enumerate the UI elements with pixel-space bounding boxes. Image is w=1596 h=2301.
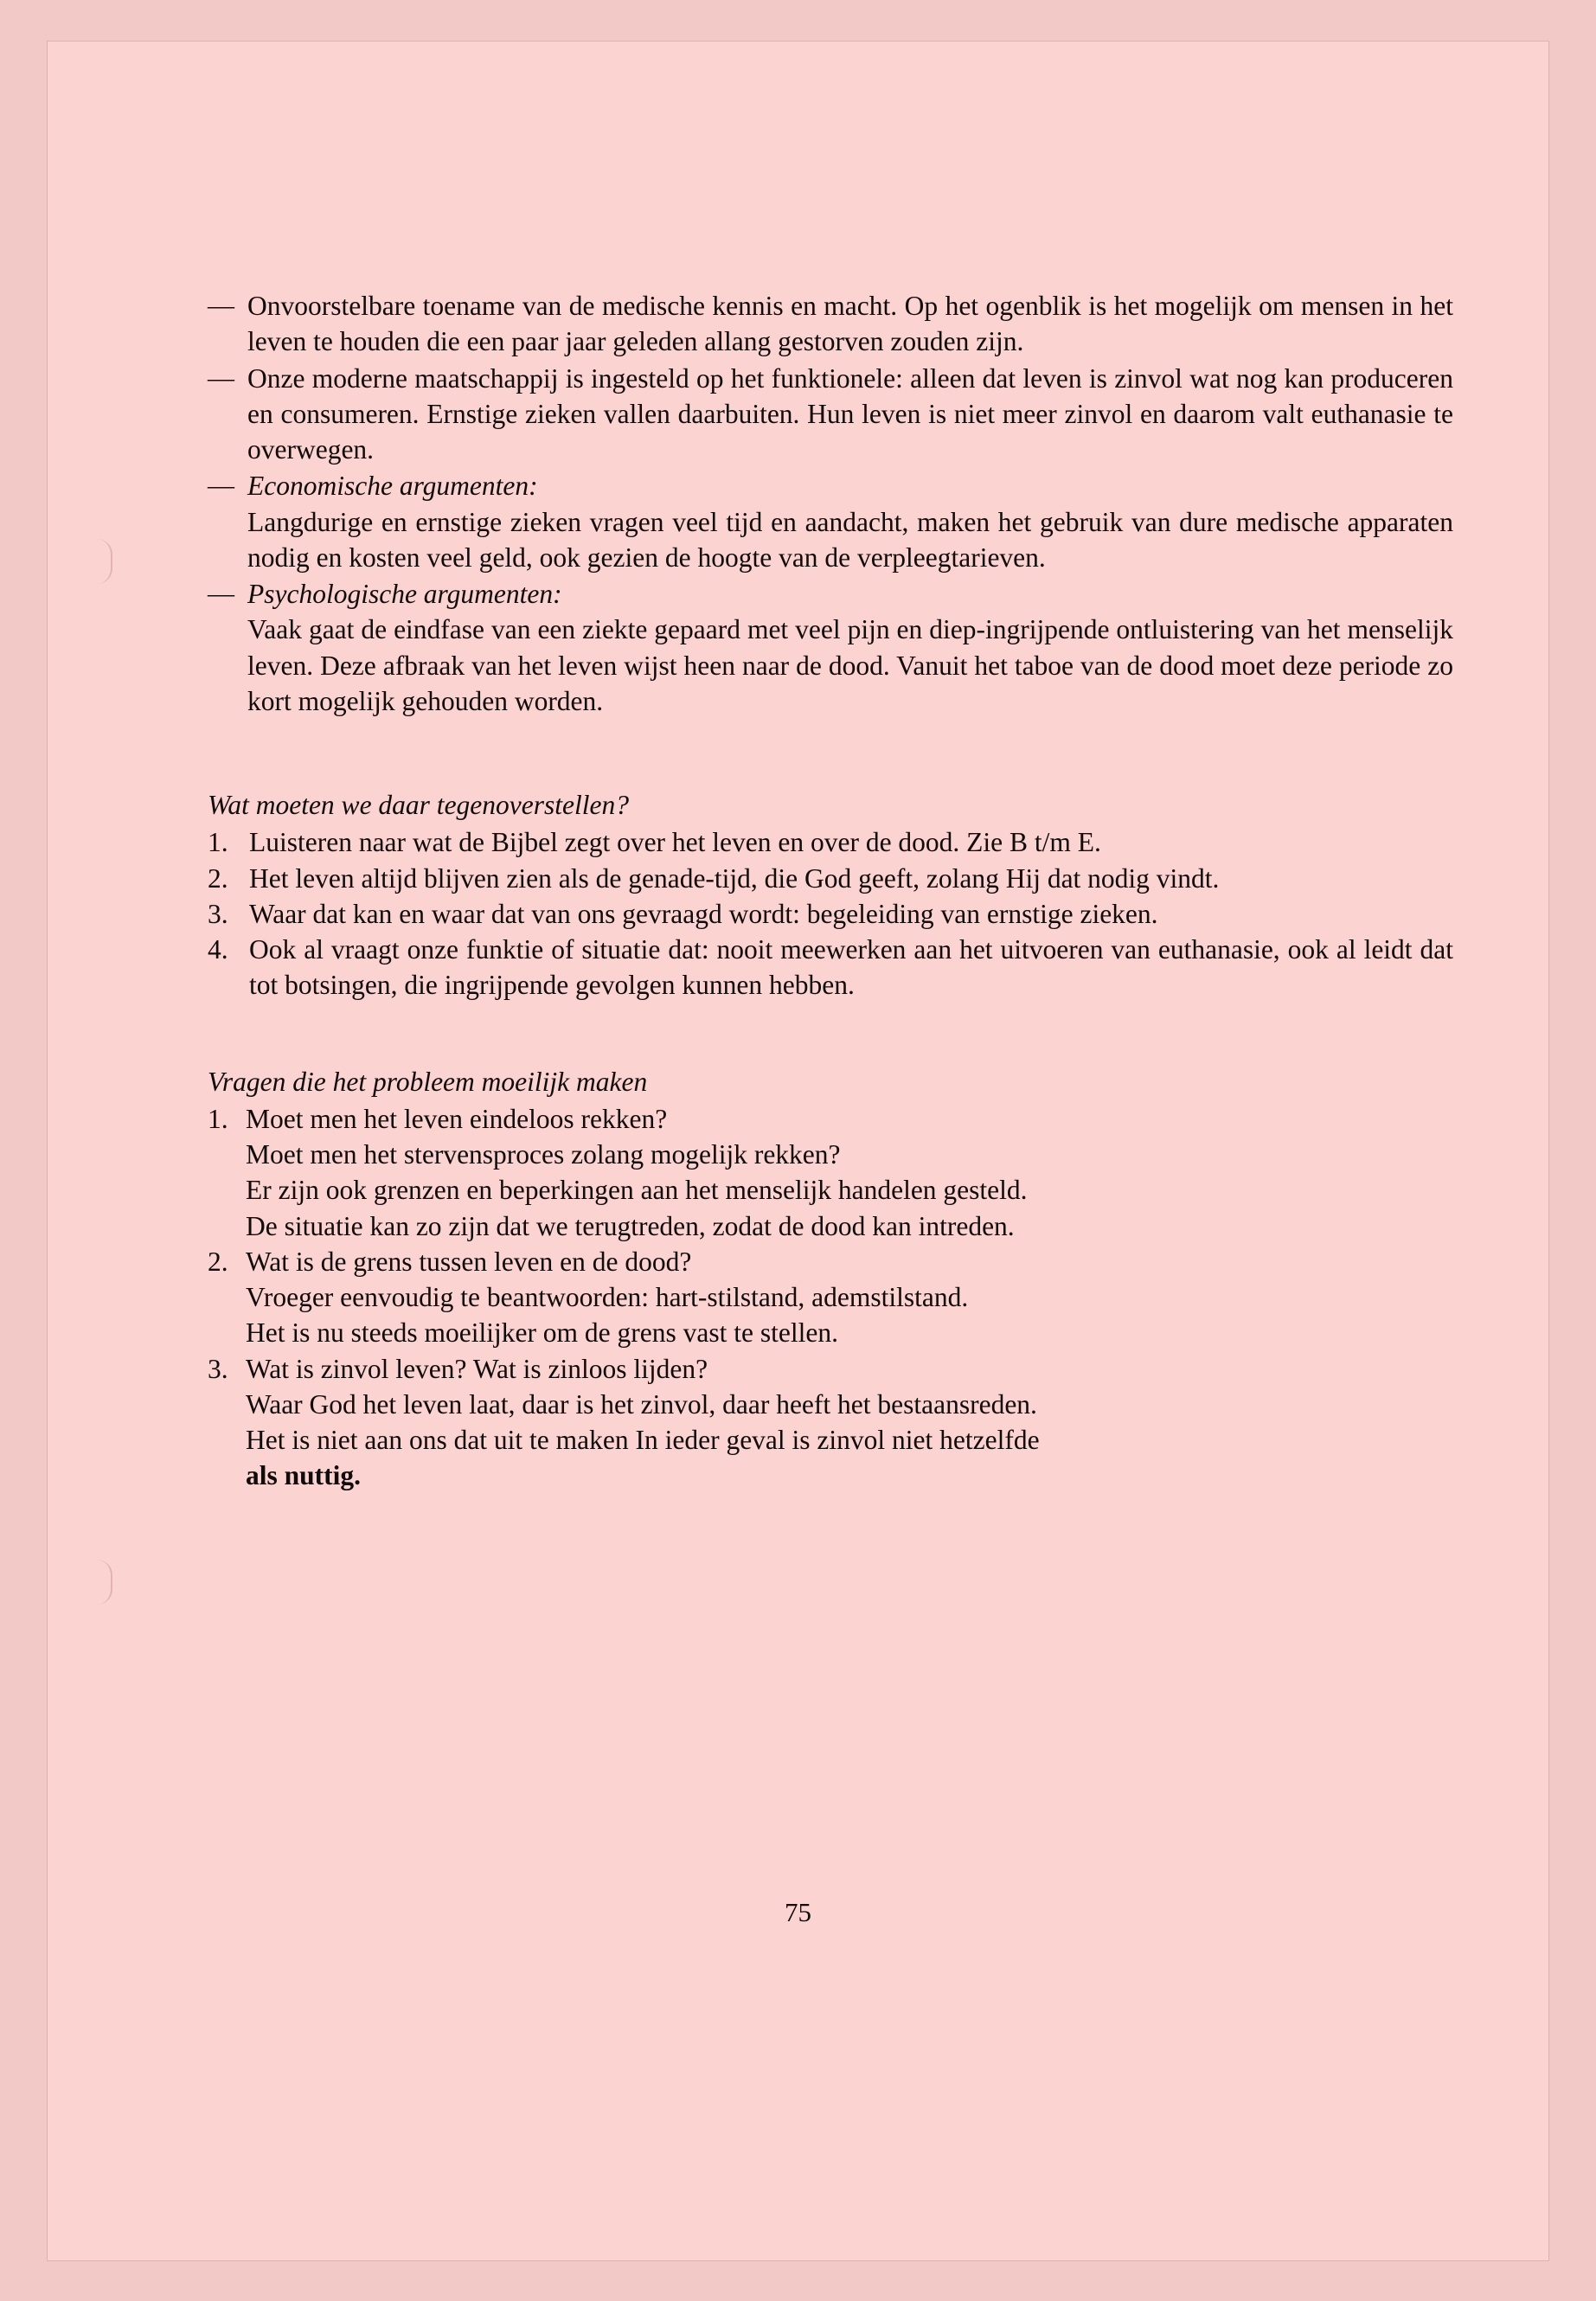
item-line: als nuttig. bbox=[246, 1460, 362, 1491]
item-line: De situatie kan zo zijn dat we terugtreden, zodat de dood kan intreden. bbox=[246, 1210, 1015, 1241]
list-item bbox=[208, 576, 1453, 719]
list-item bbox=[208, 468, 1453, 575]
section-heading: Wat moeten we daar tegenoverstellen? bbox=[208, 790, 629, 820]
list-item-group bbox=[247, 468, 1453, 575]
numbered-item bbox=[208, 1244, 1453, 1351]
numbered-item bbox=[208, 896, 1453, 932]
item-text: Het leven altijd blijven zien als de genade-tijd, die God geeft, zolang Hij dat nodig vindt. bbox=[249, 862, 1220, 894]
page-edge-mark bbox=[97, 1560, 112, 1605]
item-text-group bbox=[246, 1244, 1453, 1351]
item-text-group bbox=[246, 1101, 1453, 1244]
item-line: Wat is zinvol leven? Wat is zinloos lijden? bbox=[246, 1353, 708, 1384]
list-item-heading: Psychologische argumenten: bbox=[247, 579, 562, 609]
list-item bbox=[208, 361, 1453, 468]
list-item-heading: Economische argumenten: bbox=[247, 471, 538, 502]
dash-marker: — bbox=[208, 578, 234, 608]
section-heading: Vragen die het probleem moeilijk maken bbox=[208, 1066, 648, 1097]
dash-marker: — bbox=[208, 470, 234, 501]
item-number: 4. bbox=[208, 934, 228, 965]
item-line: Waar God het leven laat, daar is het zinvol, daar heeft het bestaansreden. bbox=[246, 1388, 1037, 1420]
item-number: 3. bbox=[208, 898, 228, 929]
item-number: 2. bbox=[208, 862, 228, 894]
list-item-text: Vaak gaat de eindfase van een ziekte gepaard met veel pijn en diep-ingrijpende ontluistering van het menselijk leven. Deze afbraak van het leven wijst heen naar de dood. Vanuit het taboe van de dood moet deze periode zo kort mogelijk gehouden worden. bbox=[247, 614, 1453, 716]
numbered-item bbox=[208, 932, 1453, 1003]
item-text-group bbox=[246, 1351, 1453, 1494]
item-number: 2. bbox=[208, 1246, 228, 1277]
numbered-item bbox=[208, 1101, 1453, 1244]
list-item bbox=[208, 288, 1453, 360]
item-line: Moet men het leven eindeloos rekken? bbox=[246, 1103, 668, 1134]
page-content bbox=[208, 288, 1453, 1494]
item-number: 3. bbox=[208, 1353, 228, 1384]
item-text: Waar dat kan en waar dat van ons gevraagd wordt: begeleiding van ernstige zieken. bbox=[249, 898, 1158, 929]
page-edge-mark bbox=[97, 539, 112, 584]
item-number: 1. bbox=[208, 1103, 228, 1134]
list-item-group bbox=[247, 576, 1453, 719]
item-number: 1. bbox=[208, 827, 228, 858]
list-item-text: Onvoorstelbare toename van de medische kennis en macht. Op het ogenblik is het mogelijk om mensen in het leven te houden die een paar jaar geleden allang gestorven zouden zijn. bbox=[247, 291, 1453, 357]
dash-marker: — bbox=[208, 290, 234, 320]
list-item-text: Onze moderne maatschappij is ingesteld op het funktionele: alleen dat leven is zinvol wat nog kan produceren en consumeren. Ernstige zieken vallen daarbuiten. Hun leven is niet meer zinvol en daarom valt euthanasie te overwegen. bbox=[247, 362, 1453, 465]
numbered-item bbox=[208, 824, 1453, 860]
item-line: Het is nu steeds moeilijker om de grens vast te stellen. bbox=[246, 1317, 838, 1349]
spacer bbox=[208, 1003, 1453, 1064]
item-line: Wat is de grens tussen leven en de dood? bbox=[246, 1246, 692, 1277]
item-line: Er zijn ook grenzen en beperkingen aan het menselijk handelen gesteld. bbox=[246, 1175, 1028, 1206]
item-line: Het is niet aan ons dat uit te maken In ieder geval is zinvol niet hetzelfde bbox=[246, 1425, 1040, 1455]
list-item-text: Langdurige en ernstige zieken vragen veel tijd en aandacht, maken het gebruik van dure medische apparaten nodig en kosten veel geld, ook gezien de hoogte van de verpleegtarieven. bbox=[247, 506, 1453, 573]
item-text: Luisteren naar wat de Bijbel zegt over het leven en over de dood. Zie B t/m E. bbox=[249, 827, 1101, 858]
item-text: Ook al vraagt onze funktie of situatie dat: nooit meewerken aan het uitvoeren van euthanasie, ook al leidt dat tot botsingen, die ingrijpende gevolgen kunnen hebben. bbox=[249, 934, 1453, 1001]
item-line: Moet men het stervensproces zolang mogelijk rekken? bbox=[246, 1139, 841, 1170]
spacer bbox=[208, 720, 1453, 787]
numbered-item bbox=[208, 1351, 1453, 1494]
page-number: 75 bbox=[785, 1897, 811, 1927]
document-page bbox=[48, 42, 1548, 2260]
item-line: Vroeger eenvoudig te beantwoorden: hart-stilstand, ademstilstand. bbox=[246, 1282, 969, 1312]
dash-marker: — bbox=[208, 362, 234, 393]
numbered-item bbox=[208, 861, 1453, 896]
